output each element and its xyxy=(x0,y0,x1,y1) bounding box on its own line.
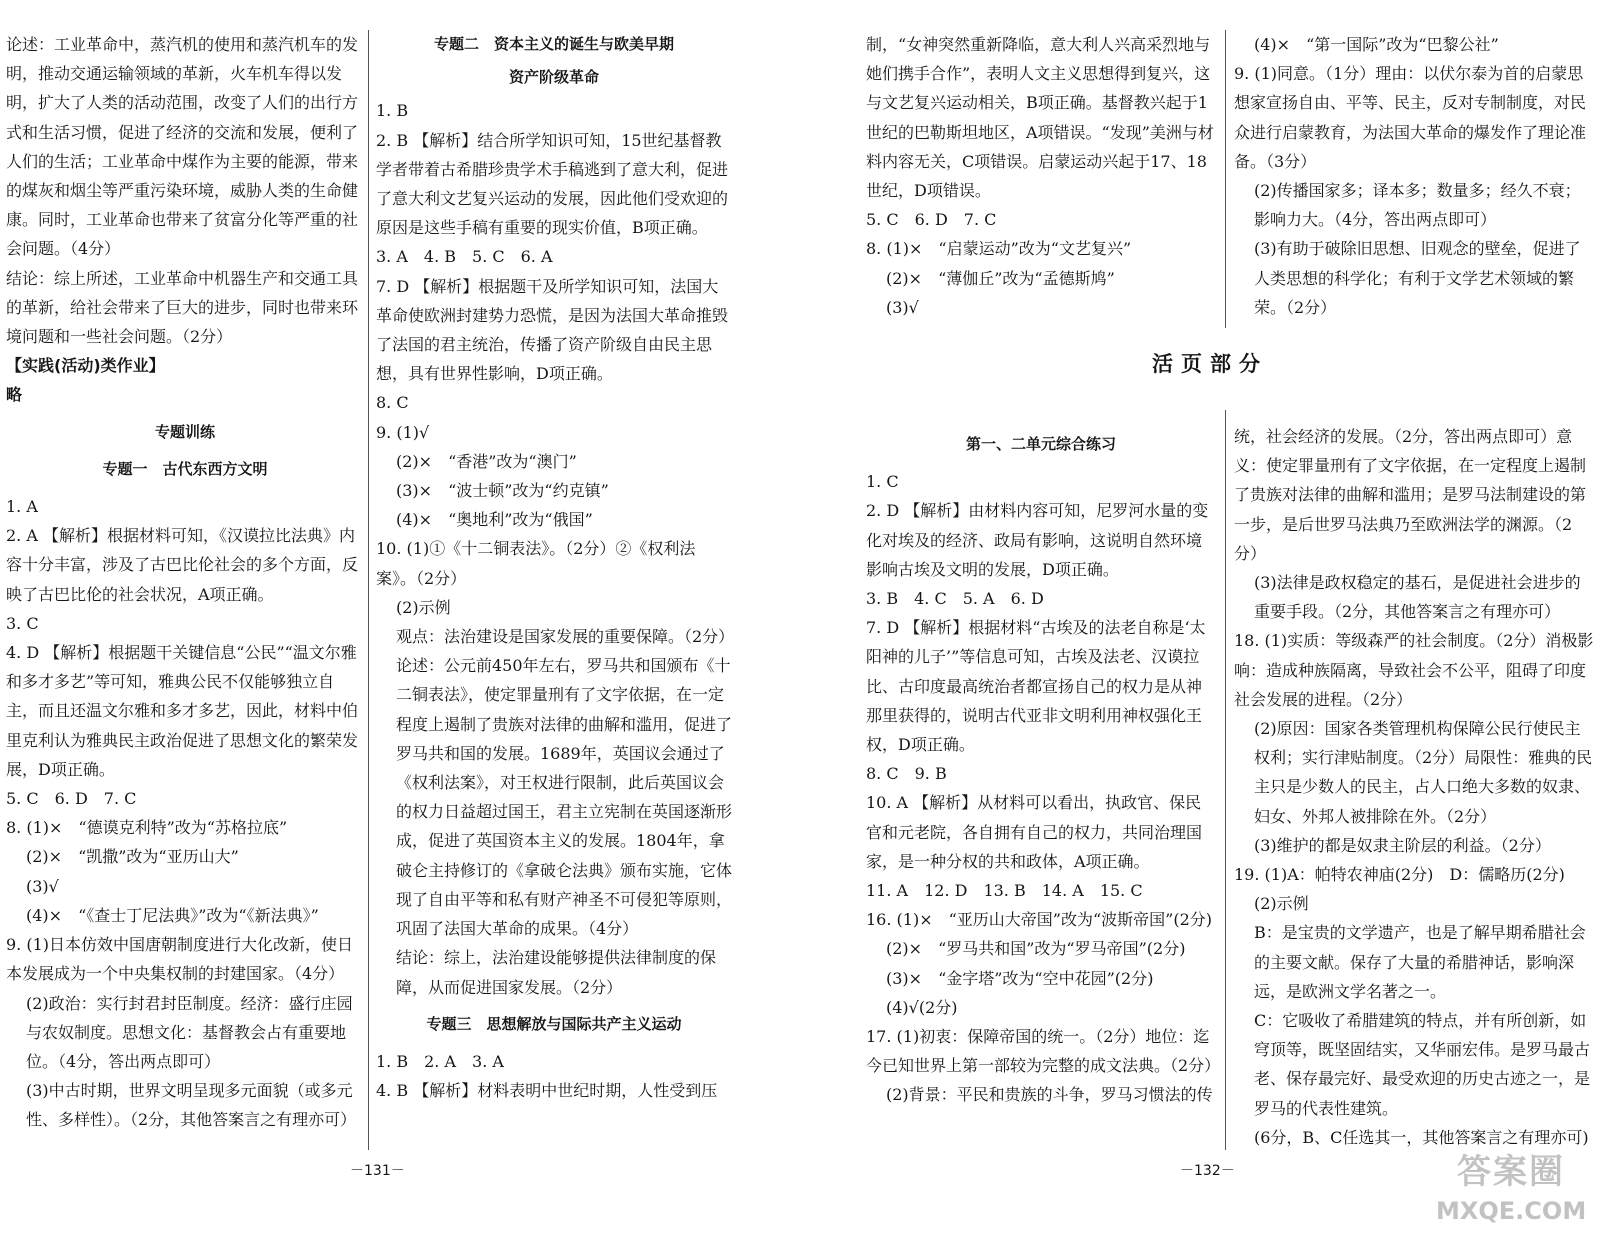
answer-line: (2)示例 xyxy=(396,597,451,617)
answer-line: 9. (1)日本仿效中国唐朝制度进行大化改新，使日本发展成为一个中央集权制的封建国家。（4分） xyxy=(6,935,354,984)
answer-line: 2. D 【解析】由材料内容可知，尼罗河水量的变化对埃及的经济、政局有影响，这说明自然环境影响古埃及文明的发展，D项正确。 xyxy=(866,501,1209,579)
answer-line: 18. (1)实质：等级森严的社会制度。（2分）消极影响：造成种族隔离，导致社会不公平，阻碍了印度社会发展的进程。（2分） xyxy=(1234,631,1594,709)
answer-line: 【实践(活动)类作业】 xyxy=(6,356,165,376)
answer-line: 略 xyxy=(6,385,23,405)
answer-line: 10. A 【解析】从材料可以看出，执政官、保民官和元老院，各自拥有自己的权力，共同治理国家，是一种分权的共和政体，A项正确。 xyxy=(866,793,1203,871)
answer-line: 结论：综上，法治建设能够提供法律制度的保障，从而促进国家发展。（2分） xyxy=(396,948,717,997)
answer-line: 统，社会经济的发展。（2分，答出两点即可）意义：使定罪量刑有了文字依据，在一定程度上遏制了贵族对法律的曲解和滥用；是罗马法制建设的第一步，是后世罗马法典乃至欧洲法学的渊源。（2分） xyxy=(1234,427,1587,563)
answer-line: 1. B xyxy=(376,101,409,121)
answer-line: 2. B 【解析】结合所学知识可知，15世纪基督教学者带着古希腊珍贵学术手稿逃到了意大利，促进了意大利文艺复兴运动的发展，因此他们受欢迎的原因是这些手稿有重要的现实价值，B项正确。 xyxy=(376,130,729,238)
answer-line: 3. B 4. C 5. A 6. D xyxy=(866,589,1044,609)
answer-line: 7. D 【解析】根据材料“古埃及的法老自称是‘太阳神的儿子’”等信息可知，古埃及法老、汉谟拉比、古印度最高统治者都宣扬自己的权力是从神那里获得的，说明古代亚非文明利用神权强化王权，D项正确。 xyxy=(866,618,1206,755)
answer-line: 1. B 2. A 3. A xyxy=(376,1051,504,1071)
answer-line: 2. A 【解析】根据材料可知，《汉谟拉比法典》内容十分丰富，涉及了古巴比伦社会的多个方面，反映了古巴比伦的社会状况，A项正确。 xyxy=(6,526,359,604)
answer-line: (2)× “凯撒”改为“亚历山大” xyxy=(26,847,239,867)
answer-line: 9. (1)同意。（1分）理由：以伏尔泰为首的启蒙思想家宣扬自由、平等、民主，反对专制制度，对民众进行启蒙教育，为法国大革命的爆发作了理论准备。（3分） xyxy=(1234,64,1587,171)
answer-line: (2)原因：国家各类管理机构保障公民行使民主权利；实行津贴制度。（2分）局限性：雅典的民主只是少数人的民主，占人口绝大多数的奴隶、妇女、外邦人被排除在外。（2分） xyxy=(1254,719,1593,826)
answer-line: 10. (1)①《十二铜表法》。（2分）②《权利法案》。（2分） xyxy=(376,539,696,588)
answer-line: (2)政治：实行封君封臣制度。经济：盛行庄园与农奴制度。思想文化：基督教会占有重要地位。（4分，答出两点即可） xyxy=(26,993,353,1071)
answer-line: (3)法律是政权稳定的基石，是促进社会进步的重要手段。（2分，其他答案言之有理亦可） xyxy=(1254,573,1581,622)
column-divider xyxy=(1225,30,1226,328)
answer-line: 5. C 6. D 7. C xyxy=(866,210,997,230)
left-page-column-1 xyxy=(6,30,364,1135)
section-heading: 专题训练 xyxy=(154,422,215,441)
answer-line: 论述：公元前450年左右，罗马共和国颁布《十二铜表法》，使定罪量刑有了文字依据，在一定程度上遏制了贵族对法律的曲解和滥用，促进了罗马共和国的发展。1689年，英国议会通过了《权利法案》，对王权进行限制，此后英国议会的权力日益超过国王，君主立宪制在英国逐渐形成，促进了英国资本主义的发展。1804年，拿破仑主持修订的《拿破仑法典》颁布实施，它体现了自由平等和私有财产神圣不可侵犯等原则，巩固了法国大革命的成果。（4分） xyxy=(396,656,733,939)
answer-line: (3)× “金字塔”改为“空中花园”(2分) xyxy=(886,968,1154,988)
answer-line: 观点：法治建设是国家发展的重要保障。（2分） xyxy=(396,627,735,647)
answer-line: 3. A 4. B 5. C 6. A xyxy=(376,247,553,267)
section-title: 活页部分 xyxy=(1152,352,1268,376)
answer-line: 论述：工业革命中，蒸汽机的使用和蒸汽机车的发明，推动交通运输领域的革新，火车机车得以发明，扩大了人类的活动范围，改变了人们的出行方式和生活习惯，促进了经济的交流和发展，便利了人们的生活；工业革命中煤作为主要的能源，带来的煤灰和烟尘等严重污染环境，威胁人类的生命健康。同时，工业革命也带来了贫富分化等严重的社会问题。（4分） xyxy=(6,35,359,259)
watermark-text: 答案圈 xyxy=(1457,1152,1565,1192)
answer-line: (2)背景：平民和贵族的斗争，罗马习惯法的传 xyxy=(886,1085,1213,1105)
page-number-right: －132－ xyxy=(1180,1163,1235,1179)
answer-line: (4)× “第一国际”改为“巴黎公社” xyxy=(1254,35,1499,54)
section-heading: 第一、二单元综合练习 xyxy=(965,435,1116,453)
answer-line: 16. (1)× “亚历山大帝国”改为“波斯帝国”(2分) xyxy=(866,910,1212,930)
section-heading: 资产阶级革命 xyxy=(508,68,599,87)
answer-line: 8. (1)× “德谟克利特”改为“苏格拉底” xyxy=(6,818,288,838)
answer-line: (3)√ xyxy=(26,876,59,896)
answer-line: 11. A 12. D 13. B 14. A 15. C xyxy=(866,881,1143,901)
answer-line: 制，“女神突然重新降临，意大利人兴高采烈地与她们携手合作”，表明人文主义思想得到复兴，这与文艺复兴运动相关，B项正确。基督教兴起于1世纪的巴勒斯坦地区，A项错误。“发现”美洲与材料内容无关，C项错误。启蒙运动兴起于17、18世纪，D项错误。 xyxy=(866,35,1214,201)
answer-line: 8. C xyxy=(376,393,409,413)
answer-line: 1. C xyxy=(866,472,899,492)
answer-line: (4)× “《查士丁尼法典》”改为“《新法典》” xyxy=(26,905,319,925)
answer-line: (2)传播国家多；译本多；数量多；经久不衰；影响力大。（4分，答出两点即可） xyxy=(1254,181,1581,230)
answer-line: 9. (1)√ xyxy=(376,422,430,442)
left-page-column-2 xyxy=(376,30,735,1105)
answer-line: (3)√ xyxy=(886,297,919,317)
answer-line: (3)维护的都是奴隶主阶层的利益。（2分） xyxy=(1254,835,1551,855)
answer-line: 4. B 【解析】材料表明中世纪时期，人性受到压 xyxy=(376,1081,718,1101)
answer-line: 17. (1)初衷：保障帝国的统一。（2分）地位：迄今已知世界上第一部较为完整的成文法典。（2分） xyxy=(866,1027,1221,1076)
answer-line: B：是宝贵的文学遗产，也是了解早期希腊社会的主要文献。保存了大量的希腊神话，影响深远，是欧洲文学名著之一。 xyxy=(1254,923,1586,1001)
answer-line: 8. (1)× “启蒙运动”改为“文艺复兴” xyxy=(866,239,1132,259)
answer-line: (3)有助于破除旧思想、旧观念的壁垒，促进了人类思想的科学化；有利于文学艺术领域的繁荣。（2分） xyxy=(1254,239,1581,317)
right-page-lower-column-1 xyxy=(866,422,1221,1110)
answer-line: (2)× “薄伽丘”改为“孟德斯鸠” xyxy=(886,268,1115,288)
answer-line: (4)× “奥地利”改为“俄国” xyxy=(396,510,593,530)
watermark-logo xyxy=(1436,1148,1586,1244)
answer-line: (4)√(2分) xyxy=(886,997,958,1017)
right-page-lower-column-2 xyxy=(1234,422,1594,1152)
right-page-upper-column-1 xyxy=(866,30,1216,322)
column-divider xyxy=(368,30,369,1150)
page-number-left: －131－ xyxy=(350,1163,405,1179)
answer-line: (3)中古时期，世界文明呈现多元面貌（或多元性、多样性）。（2分，其他答案言之有理亦可） xyxy=(26,1081,357,1130)
section-heading: 专题二 资本主义的诞生与欧美早期 xyxy=(433,35,674,53)
right-page-upper-column-2 xyxy=(1234,30,1594,322)
answer-line: 8. C 9. B xyxy=(866,764,947,784)
section-heading: 专题三 思想解放与国际共产主义运动 xyxy=(426,1014,682,1033)
answer-line: 7. D 【解析】根据题干及所学知识可知，法国大革命使欧洲封建势力恐慌，是因为法国大革命推毁了法国的君主统治，传播了资产阶级自由民主思想，具有世界性影响，D项正确。 xyxy=(376,276,729,384)
answer-line: (2)× “罗马共和国”改为“罗马帝国”(2分) xyxy=(886,939,1186,959)
answer-line: 1. A xyxy=(6,497,38,517)
answer-line: 5. C 6. D 7. C xyxy=(6,789,137,809)
answer-line: (2)示例 xyxy=(1254,894,1309,914)
answer-line: 4. D 【解析】根据题干关键信息“公民”“温文尔雅和多才多艺”等可知，雅典公民不仅能够独立自主，而且还温文尔雅和多才多艺，因此，材料中伯里克利认为雅典民主政治促进了思想文化的繁荣发展，D项正确。 xyxy=(6,643,359,779)
answer-line: C：它吸收了希腊建筑的特点，并有所创新，如穹顶等，既坚固结实，又华丽宏伟。是罗马最古老、保存最完好、最受欢迎的历史古迹之一，是罗马的代表性建筑。 xyxy=(1254,1011,1591,1118)
watermark-url: MXQE.COM xyxy=(1436,1197,1587,1225)
section-heading: 专题一 古代东西方文明 xyxy=(102,459,268,478)
answer-line: (3)× “波士顿”改为“约克镇” xyxy=(396,481,609,501)
column-divider xyxy=(1225,410,1226,1150)
answer-line: 3. C xyxy=(6,613,39,633)
answer-line: 结论：综上所述，工业革命中机器生产和交通工具的革新，给社会带来了巨大的进步，同时也带来环境问题和一些社会问题。（2分） xyxy=(6,268,359,347)
answer-line: (6分，B、C任选其一，其他答案言之有理亦可) xyxy=(1254,1127,1589,1147)
answer-line: (2)× “香港”改为“澳门” xyxy=(396,451,577,471)
answer-line: 19. (1)A：帕特农神庙(2分) D：儒略历(2分) xyxy=(1234,865,1565,885)
